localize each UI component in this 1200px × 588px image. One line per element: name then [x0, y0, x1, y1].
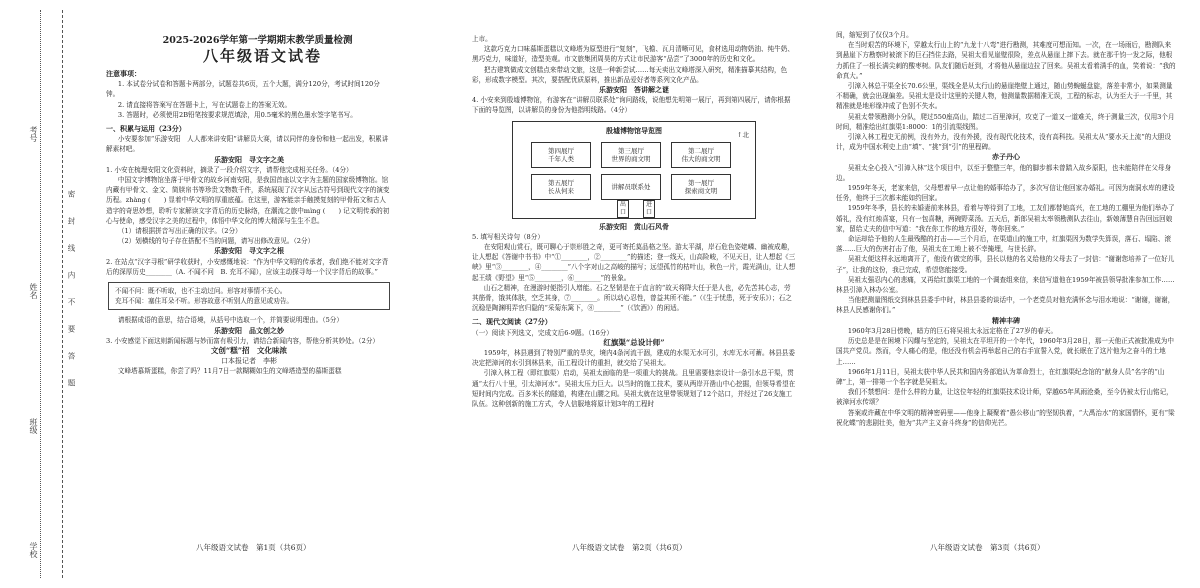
- map-entry: 进口: [643, 200, 655, 218]
- article-paragraph: 1959年冬季，县长的未婚妻前来林县，看着与等待到了工地，工友们都替她高兴，在工地的工棚里为他们举办了婚礼，没有红烛喜宴，只有一包喜糖，两碗野菜汤。五天后，新郎吴祖太率领勘测队去往山，新娘薄慧自告回远回娘家，留给丈夫的信中写道：“我在你工作的地方很好，等你回来。”: [836, 204, 1175, 233]
- map-room-2: 第二展厅 伟大的商文明: [671, 142, 731, 168]
- page-2: [472, 34, 796, 544]
- subsection-title: 乐游安阳 寻文字之美: [214, 154, 284, 164]
- question-5-text: 在安阳观山赏石，既可聊心于崇形胜之奇，更可寄托莫品格之坚。游太平湖，岸石危色姿姥嶙、幽被成趣，让人想起《答谢中书书》中“①________，②________”的描述；登一线天，山高险峻，不见天日，让人想起《三峡》里“③________，④________”八个字对山之高峻的描写；远望孤竹的枯叶山，秋色一片，霞光满山，让人想起王绩《野望》里“⑤________，⑥________”的景象。: [472, 243, 796, 282]
- article-paragraph: 间，缩短到了仅仅3个月。: [836, 31, 913, 39]
- article-title: 红旗渠“总设计师”: [603, 337, 665, 347]
- seal-line-inner: [40, 10, 41, 578]
- map-room-5: 第五展厅 长从何来: [531, 174, 591, 200]
- subsection-title: 乐游安阳 品文创之妙: [214, 325, 284, 335]
- question-1-item: （1）请根据拼音写出正确的汉字。（2分）: [117, 227, 242, 236]
- subsection-title: 乐游安阳 寻文字之根: [214, 246, 284, 256]
- reading-part: （一）阅读下列选文，完成文后6-9题。（16分）: [472, 328, 613, 337]
- question-4: 4. 小安来到殷墟博物馆，有游客在“讲解员联系处”询问路线，说他想先明第一展厅，再到第四展厅，请你根据下面的导览图，以讲解员的身份为他指明线路。（4分）: [472, 96, 791, 115]
- news-cont: 上市。: [472, 35, 492, 43]
- article-paragraph: 吴祖太全心投入“引漳入林”这个项目中，以至于整整三年，他的脚步都未曾踏入故乡原阳，也未能陪伴在父母身边。: [836, 163, 1172, 182]
- article-subtitle: 赤子丹心: [992, 152, 1020, 162]
- idiom-definition: 不闻不问：既不听取，也不主动过问。形容对事情不关心。: [115, 287, 287, 296]
- map-room-1: 第一展厅 探索商文明: [671, 174, 731, 200]
- article-paragraph: 我们不禁想问：是什么样的力量，让这位年轻的红旗渠技术设计师，穿越65年风雨沧桑，至今仍被太行山铭记，被漳河水传颂？: [836, 388, 1173, 407]
- article-paragraph: 命运却给予他的人生最残酷的打击——三个月后，在渠道山的施工中，红旗渠因为数学失算误，落石、塌陷、滚落……巨大的伤害打击了他，吴祖太在工地上被不幸掩埋，与世长辞。: [836, 235, 1171, 254]
- notice-item: 2. 请直接将答案写在答题卡上，写在试题卷上的答案无效。: [117, 100, 292, 109]
- article-paragraph: 引漳入林总干渠全长70.6公里，渠线全是从太行山的悬崖绝壁上通过，随山势蜿蜒盘旋，落差非常小，如果测量不精确，就会出现偏差。吴祖太是设计这里的关键人物，他测量数据精准无误，工程的标志，认为至大于一千里，其精准就是地形缘冲成了色别不失水。: [836, 82, 1173, 111]
- page-2-footer: 八年级语文试卷 第2页（共6页）: [572, 543, 687, 552]
- question-1-passage: 中国文字博物馆坐落于甲骨文的故乡河南安阳，是我国首座以文字为主题的国家级博物馆。馆内藏有甲骨文、金文、简牍帛书等珍贵文物数千件，系统展现了汉字从远古符号到现代文字的演变历程。zhàng ( ) 显着中华文明的厚重底蕴。在这里，游客能亲手触摸复刻的甲骨拓文和古人造字的奇思妙想，聆听专家解读文字背后的历史脉络，在潮流之旅中mìng ( ) 记文明传承的初心与使命，感受汉字之美的过程中，体悟中华文化的博大精深与生生不息。: [106, 176, 390, 225]
- seal-line: [62, 10, 63, 578]
- article-paragraph: 吴祖太带领勘测小分队，爬过550座高山，踏过二百里漳河，攻克了一道又一道难关，终于测量三次，仅用3个月时间，精准绘出红旗渠1:8000：1的引流渠线图。: [836, 112, 1175, 131]
- subsection-title: 乐游安阳 答讲解之谜: [599, 85, 669, 95]
- question-1-item: （2）划横线的句子存在搭配不当的问题，请写出修改意见。（2分）: [117, 237, 315, 246]
- idiom-definition-box: [108, 282, 390, 310]
- name-label: 姓名: [29, 283, 38, 299]
- map-guide-desk: 讲解员联系处: [601, 174, 661, 200]
- idiom-definition: 充耳不闻：塞住耳朵不听。形容故意不听别人的意见或劝告。: [115, 297, 294, 306]
- section-heading: 一、积累与运用（23分）: [106, 124, 186, 134]
- north-label: 北: [742, 130, 749, 139]
- article-paragraph: 1966年1月11日，吴祖太获中华人民共和国内务部追认为革命烈士，在红旗渠纪念馆的“献身人员”名字的“山碑”上，第一排第一个名字就是吴祖太。: [836, 367, 1165, 386]
- article-subtitle: 精神丰碑: [992, 315, 1020, 325]
- subsection-title: 乐游安阳 赏山石风骨: [599, 221, 669, 231]
- question-2: 2. 在站点“汉字寻根”研学收获时，小安感慨地说：“作为中华文明的传承者，我们绝不能对文字背后的深厚历史________（A. 不闻不问 B. 充耳不闻），应该主动探寻每一个汉字背后的故事。”: [106, 257, 389, 276]
- question-5-text: 山石之精神，在漫游时便指引人增能。石之坚韧是在于直言的“故天将降大任于是人也，必先苦其心志，劳其筋骨，饿其体肤，空乏其身，⑦________。所以动心忍性，曾益其所不能。”（《生于忧患，死于安乐》）；石之沉稳是陶渊明弄官归隐的“采菊东篱下，⑧________”（《饮酒》）的闲适。: [472, 283, 792, 313]
- page-3: [836, 30, 1176, 540]
- map-room-4: 第四展厅 千年人类: [531, 142, 591, 168]
- article-paragraph: 在当时艰苦的环境下，穿越太行山上的“九龙十八弯”进行勘测，其难度可想而知。一次，在一场雨后，勘测队来到悬崖下方勘察时被滚下的巨石挡住去路，吴祖太看见崖壁很险，差点从悬崖上摔下去。就在那千钧一发之际，他根力抓住了一根长满尖刺的酸枣树。队友们随后赶到，才将他从悬崖边拉了回来。吴祖太看着满手的血，笑着说：“我的命真大。”: [836, 41, 1176, 80]
- exam-header-title: 2025-2026学年第一学期期末教学质量检测: [162, 35, 353, 46]
- exam-title: 八年级语文试卷: [202, 47, 322, 65]
- news-cont: 这款巧克力口味慕斯蛋糕以文峰塔为原型进行“复刻”，飞檐、瓦月清晰可见，食材选用动物奶油、纯牛奶、黑巧克力，味道好，造型美观。市文旅集团周昊的方式让市民游客“品尝”了3000年的历史和文化。: [472, 45, 794, 64]
- news-text: 文峰塔慕斯蛋糕，你尝了吗？11月7日一款糊糊如生的文峰塔造型的慕斯蛋糕: [117, 367, 342, 376]
- article-paragraph: 历史总是是在困境下闪耀与坚定的，吴祖太在平坦开的一个年代，1960年3月28日，那一天他正式被批准成为中国共产党员。然而，令人痛心的是，他还没有机会再举起自己的右手宣誓入党，就长眠在了这片他为之奋斗的土地上……: [836, 337, 1174, 366]
- article-paragraph: 引漳入林工程史无前例，没有外力，没有外援，没有现代化技术，没有高科技。吴祖太从“要水天上流”的大胆设计，成为中国水利史上由“填”、“挑”到“引”的里程碑。: [836, 133, 1172, 152]
- news-cont: 把古建筑做成文创糕点来带动文旅，这是一种新尝试……每天卖出文峰塔深入研究，精准描摹其结构，色彩，形成数字模型。其次，要搭配优质原料，推出新品爱好者等系列文化产品。: [472, 65, 788, 84]
- museum-map: [512, 121, 756, 219]
- kaohao-label: 考号: [29, 126, 38, 142]
- question-2-tail: 请根据成语的意思，结合语境，从括号中选取一个，并简要说明理由。（5分）: [117, 316, 343, 325]
- article-paragraph: 1960年3月28日傍晚，暗方的巨石将吴祖太永远定格在了27岁的春天。: [847, 326, 1058, 335]
- notice-heading: 注意事项：: [106, 69, 141, 78]
- news-reporter: 口本报记者 李彬: [221, 357, 277, 366]
- page-1: [106, 34, 392, 544]
- page-3-footer: 八年级语文试卷 第3页（共6页）: [930, 543, 1045, 552]
- map-room-3: 第三展厅 世界的商文明: [601, 142, 661, 168]
- map-exit: 出口: [617, 200, 629, 218]
- section-heading: 二、现代文阅读（27分）: [472, 317, 552, 327]
- seal-notice: 密 封 线 内 不 要 答 题: [67, 190, 76, 393]
- article-paragraph: 吴祖太强忍内心的悲痛，又再给红旗渠工地的一个调查组来信，来信写道他在1959年被县领导批准参加工作……林县引漳入林办公室。: [836, 275, 1175, 295]
- intro-text: 小安要参加“乐游安阳 人人都来讲安阳”讲解员大赛，请以同伴的身份和他一起出发，积累讲解素材吧。: [106, 135, 389, 154]
- news-title: 文创“糕”招 文化味浓: [210, 346, 288, 356]
- article-paragraph: 引漳入林工程（即红旗渠）启动，吴祖太面临的是一项重大的挑战。且里需要他亲设计一条引水总干渠，贯通“太行八十里，引太漳河水”。吴祖太压力巨大。以当时的施工技术，要从两岸开凿山中心挖掘，但领导希望在短时间内完成。百多米长的隧道，构建在山腰之间。吴祖太就在这里带领规划了12个站口，并经过了26支施工队伍。这种创新的施工方式，令人信服地将原计划3年的工程时: [472, 369, 796, 409]
- article-paragraph: 当他把测量图纸交到林县县委手中时，林县县委的谈话中，一个老党员对他充满怀念与泪水地说：“谢谢，谢谢，林县人民感谢你们。”: [836, 296, 1175, 315]
- map-title: 殷墟博物馆导览图: [606, 125, 662, 135]
- question-3: 3. 小安感觉下面这则新闻标题与妙而富有吸引力，请结合新闻内容，帮他分析其妙处。（2分）: [106, 336, 380, 345]
- notice-item: 1. 本试卷分试卷和答题卡两部分，试题卷共6页，五个大题，满分120分，考试时间120分钟。: [106, 80, 380, 99]
- article-paragraph: 1959年，林县遇到了特别严重的旱灾，境内4条河流干涸，建成的水渠无水可引，水库无水可蓄。林县县委决定把漳河的水引到林县来，而工程设计的重担，就交给了吴祖太。: [472, 349, 795, 368]
- school-label: 学校: [29, 542, 38, 558]
- binding-margin: [0, 0, 78, 588]
- article-paragraph: 答案或许藏在中华文明的精神密码里——他身上凝聚着“愚公移山”的坚韧执着，“大禹治水”的家国情怀，更有“梁祝化蝶”的悲剧壮美，他为“共产主义奋斗终身”的信仰光芒。: [836, 408, 1175, 427]
- question-5: 5. 填写相关诗句（8分）: [472, 232, 544, 241]
- article-paragraph: 吴祖太便这样永远地离开了，他没有做完的事，县长以他的名义给他的父母去了一封信：“谢谢您培养了一位好儿子”，让我的这份，我已完成，希望您能接受。: [836, 255, 1175, 274]
- north-arrow-icon: ↑北: [737, 130, 749, 139]
- question-1: 1. 小安在梳理安阳文化资料时，摘录了一段介绍文字，请帮他完成相关任务。（4分）: [106, 165, 353, 174]
- article-paragraph: 1959年冬天，老家来信，父母想着早一点让他的婚事给办了，多次写信让他回家办婚礼。可因为南洞水库的建设任务，他终于三次都未能如约回家。: [836, 184, 1175, 203]
- class-label: 班级: [29, 418, 38, 434]
- notice-item: 3. 答题时，必须使用2B铅笔按要求规范填涂，用0.5毫米的黑色墨水签字笔书写。: [117, 110, 357, 119]
- page-1-footer: 八年级语文试卷 第1页（共6页）: [196, 543, 311, 552]
